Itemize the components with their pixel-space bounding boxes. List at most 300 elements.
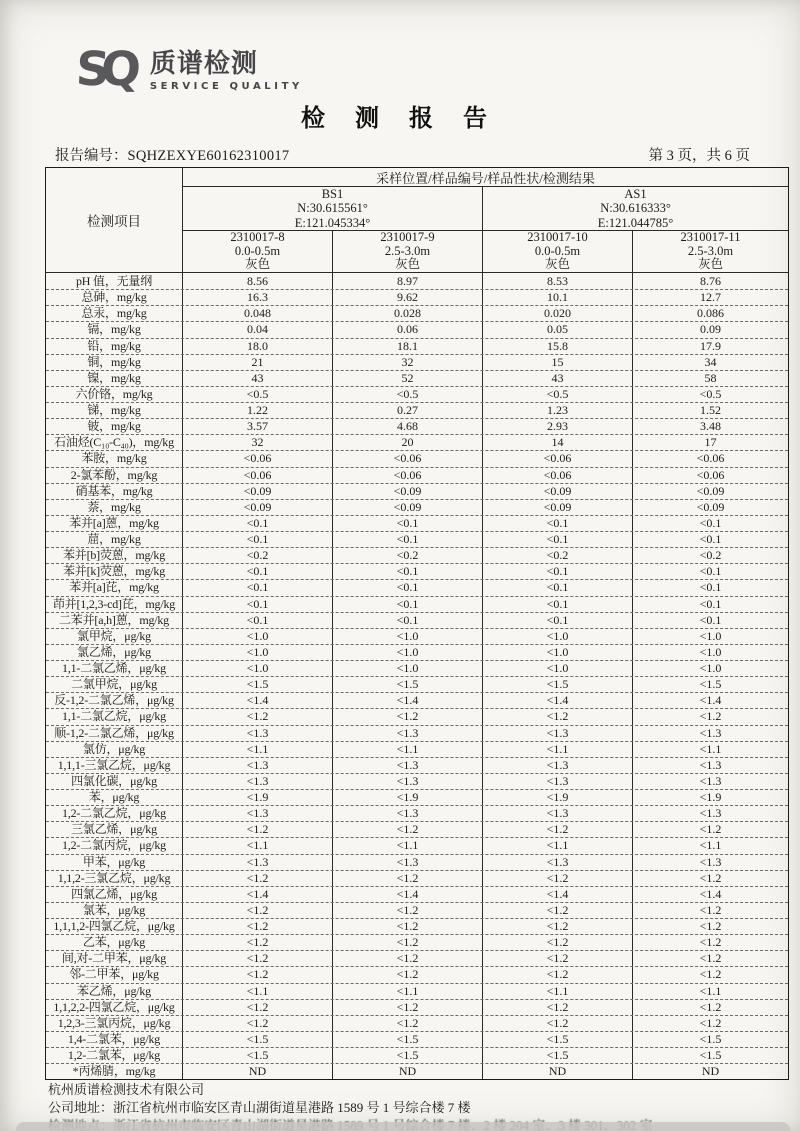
header-result-span: 采样位置/样品编号/样品性状/检测结果 (183, 168, 788, 187)
row-value: <0.1 (183, 516, 333, 531)
row-value: <1.3 (333, 806, 483, 821)
row-item: 乙苯，μg/kg (46, 935, 183, 950)
row-item: 1,1-二氯乙烷，μg/kg (46, 709, 183, 724)
table-row (46, 547, 788, 563)
sample-appearance: 灰色 (244, 257, 270, 272)
table-row (46, 467, 788, 483)
row-item: 茚并[1,2,3-cd]芘，mg/kg (46, 597, 183, 612)
row-value: 8.56 (183, 273, 333, 289)
row-value: <1.0 (483, 629, 633, 644)
footer-company: 杭州质谱检测技术有限公司 (48, 1082, 205, 1097)
table-row (46, 273, 788, 289)
row-value: <1.3 (699, 806, 722, 821)
row-value: <1.0 (699, 661, 722, 676)
row-value: 12.7 (700, 290, 721, 305)
table-header (46, 168, 788, 273)
row-item: 邻-二甲苯，μg/kg (46, 967, 183, 982)
row-value: <1.1 (333, 838, 483, 853)
row-item: 顺-1,2-二氯乙烯，μg/kg (46, 726, 183, 741)
row-item: 间,对-二甲苯，μg/kg (46, 951, 183, 966)
row-item: 氯甲烷，μg/kg (46, 629, 183, 644)
row-value: <1.3 (699, 757, 722, 772)
sample-id: 2310017-8 (230, 230, 285, 245)
location-name: AS1 (624, 186, 647, 201)
row-value: 21 (183, 355, 333, 370)
table-row (46, 515, 788, 531)
row-value: <1.2 (699, 951, 722, 966)
row-value: 32 (183, 435, 333, 450)
row-value: <1.2 (483, 709, 633, 724)
row-value: <1.0 (183, 629, 333, 644)
row-item: 苯并[a]芘，mg/kg (46, 580, 183, 595)
row-value: <1.2 (699, 902, 722, 917)
row-item: 反-1,2-二氯乙烯，μg/kg (46, 693, 183, 708)
row-value: <0.06 (333, 451, 483, 466)
row-value: <1.5 (183, 1032, 333, 1047)
table-row (46, 708, 788, 724)
row-value: <1.3 (483, 855, 633, 870)
row-value: <0.06 (483, 468, 633, 483)
row-item: 1,2-二氯苯，μg/kg (46, 1048, 183, 1063)
row-value: <0.09 (333, 484, 483, 499)
table-row (46, 886, 788, 902)
table-row (46, 773, 788, 789)
row-item: 苯并[a]蒽，mg/kg (46, 516, 183, 531)
table-row (46, 789, 788, 805)
table-row (46, 1047, 788, 1063)
row-item: 铍，mg/kg (46, 419, 183, 434)
row-value: <1.2 (699, 870, 722, 885)
row-value: <0.1 (333, 516, 483, 531)
row-value: 2.93 (483, 419, 633, 434)
row-value: 18.1 (333, 339, 483, 354)
row-value: <1.2 (483, 1000, 633, 1015)
row-value: <1.2 (183, 935, 333, 950)
page-title: 检 测 报 告 (301, 106, 499, 132)
row-value: <0.1 (183, 580, 333, 595)
row-value: 20 (333, 435, 483, 450)
table-row (46, 402, 788, 418)
table-row (46, 305, 788, 321)
row-value: <1.4 (483, 887, 633, 902)
row-value: <1.5 (333, 1048, 483, 1063)
row-value: <0.1 (483, 597, 633, 612)
row-value: 8.53 (483, 273, 633, 289)
row-value: <1.1 (699, 741, 722, 756)
row-value: 3.48 (700, 419, 721, 434)
row-value: 18.0 (183, 339, 333, 354)
row-value: <1.2 (333, 822, 483, 837)
row-value: <1.3 (483, 806, 633, 821)
row-value: <1.5 (183, 677, 333, 692)
results-table (45, 167, 789, 1080)
row-value: 17.9 (700, 338, 721, 353)
table-row (46, 1031, 788, 1047)
row-value: <0.5 (333, 387, 483, 402)
table-row (46, 821, 788, 837)
location-lon: E:121.045334° (294, 215, 371, 230)
location-lat: N:30.616333° (600, 201, 671, 216)
row-value: 52 (333, 371, 483, 386)
row-value: <1.9 (333, 790, 483, 805)
row-value: <1.4 (699, 693, 722, 708)
row-item: 1,1,2,2-四氯乙烷，μg/kg (46, 1000, 183, 1015)
row-value: <1.3 (483, 758, 633, 773)
row-value: <1.2 (699, 999, 722, 1014)
sample-appearance: 灰色 (544, 257, 570, 272)
table-row (46, 563, 788, 579)
row-item: 1,2-二氯丙烷，μg/kg (46, 838, 183, 853)
row-value: ND (333, 1064, 483, 1079)
row-value: <0.1 (333, 564, 483, 579)
row-value: <0.1 (483, 532, 633, 547)
row-item: 2-氯苯酚，mg/kg (46, 468, 183, 483)
row-value: <0.1 (699, 564, 722, 579)
row-value: <1.2 (699, 1015, 722, 1030)
row-value: <1.2 (183, 822, 333, 837)
row-value: <0.5 (483, 387, 633, 402)
table-row (46, 660, 788, 676)
row-item: 1,4-二氯苯，μg/kg (46, 1032, 183, 1047)
row-value: <1.0 (183, 645, 333, 660)
table-row (46, 741, 788, 757)
location-lon: E:121.044785° (597, 215, 674, 230)
row-value: <1.3 (333, 855, 483, 870)
row-value: 34 (704, 354, 717, 369)
report-meta-row (55, 144, 750, 165)
row-value: <1.2 (699, 967, 722, 982)
row-value: <1.2 (333, 951, 483, 966)
row-item: 苯胺，mg/kg (46, 451, 183, 466)
row-value: 0.028 (333, 306, 483, 321)
row-value: <0.09 (183, 484, 333, 499)
table-row (46, 1015, 788, 1031)
row-value: <1.0 (333, 629, 483, 644)
row-value: 43 (483, 371, 633, 386)
location-lat: N:30.615561° (297, 201, 368, 216)
row-value: <1.4 (183, 693, 333, 708)
table-row (46, 531, 788, 547)
row-value: 1.22 (183, 403, 333, 418)
header-sample-3 (483, 231, 633, 272)
table-row (46, 854, 788, 870)
row-value: <1.2 (333, 935, 483, 950)
row-value: <1.5 (699, 1031, 722, 1046)
row-value: 0.020 (483, 306, 633, 321)
row-value: 0.04 (183, 322, 333, 337)
row-value: 0.09 (700, 322, 721, 337)
row-value: <0.1 (483, 580, 633, 595)
row-value: 0.06 (333, 322, 483, 337)
sample-appearance: 灰色 (697, 257, 723, 272)
row-value: <1.0 (699, 644, 722, 659)
table-row (46, 902, 788, 918)
table-row (46, 370, 788, 386)
row-item: 1,2-二氯乙烷，μg/kg (46, 806, 183, 821)
table-row (46, 805, 788, 821)
row-value: <1.3 (183, 855, 333, 870)
row-value: <1.2 (483, 967, 633, 982)
page-indicator: 第 3 页，共 6 页 (648, 148, 750, 164)
logo-sq-monogram-icon: SQ (74, 42, 134, 97)
table-row (46, 837, 788, 853)
row-value: <1.5 (483, 677, 633, 692)
row-value: <1.2 (483, 903, 633, 918)
row-value: <1.4 (333, 887, 483, 902)
row-item: 三氯乙烯，μg/kg (46, 822, 183, 837)
row-value: 17 (704, 435, 717, 450)
row-value: <1.2 (333, 709, 483, 724)
row-value: <1.5 (183, 1048, 333, 1063)
row-item: 1,1,2-三氯乙烷，μg/kg (46, 871, 183, 886)
row-value: <1.9 (183, 790, 333, 805)
sample-appearance: 灰色 (394, 257, 420, 272)
logo-text (150, 50, 303, 92)
table-row (46, 966, 788, 982)
row-value: <1.2 (333, 903, 483, 918)
row-item: 四氯化碳，μg/kg (46, 774, 183, 789)
row-value: <0.06 (183, 468, 333, 483)
logo-tagline: SERVICE QUALITY (149, 81, 303, 92)
row-value: <1.0 (333, 661, 483, 676)
row-value: <0.09 (483, 484, 633, 499)
row-value: <0.09 (333, 500, 483, 515)
header-sample-1 (183, 231, 333, 272)
row-value: <1.1 (333, 742, 483, 757)
row-value: ND (483, 1064, 633, 1079)
row-value: <0.06 (696, 451, 725, 466)
row-value: <0.1 (483, 516, 633, 531)
sample-depth: 2.5-3.0m (687, 243, 734, 258)
logo-name-cn: 质谱检测 (149, 49, 258, 79)
header-location-as1 (483, 187, 788, 231)
sample-depth: 0.0-0.5m (234, 243, 281, 258)
row-item: 苯，μg/kg (46, 790, 183, 805)
row-value: <0.2 (483, 548, 633, 563)
table-row (46, 612, 788, 628)
row-value: 8.76 (700, 273, 721, 288)
table-row (46, 386, 788, 402)
row-value: <1.2 (183, 709, 333, 724)
table-row (46, 644, 788, 660)
row-value: 1.23 (483, 403, 633, 418)
row-value: <1.1 (483, 984, 633, 999)
row-value: <1.2 (333, 919, 483, 934)
row-value: <0.1 (699, 580, 722, 595)
row-value: <1.3 (183, 726, 333, 741)
row-value: <1.2 (183, 1016, 333, 1031)
row-item: 镍，mg/kg (46, 371, 183, 386)
table-row (46, 499, 788, 515)
row-value: <1.9 (483, 790, 633, 805)
row-value: <1.2 (183, 919, 333, 934)
row-item: 1,1,1-三氯乙烷，μg/kg (46, 758, 183, 773)
table-row (46, 434, 788, 450)
row-value: <1.2 (183, 871, 333, 886)
row-value: <1.4 (333, 693, 483, 708)
row-item: 硝基苯，mg/kg (46, 484, 183, 499)
row-item: 䓛，mg/kg (46, 532, 183, 547)
row-value: 15.8 (483, 339, 633, 354)
row-value: <0.1 (183, 532, 333, 547)
row-value: ND (183, 1064, 333, 1079)
row-value: <1.3 (483, 774, 633, 789)
row-value: <0.2 (699, 548, 722, 563)
row-value: <0.1 (183, 613, 333, 628)
row-value: <0.06 (333, 468, 483, 483)
report-number (55, 144, 289, 165)
row-item: 石油烃(C₁₀-C₄₀)，mg/kg (46, 435, 183, 450)
row-item: 四氯乙烯，μg/kg (46, 887, 183, 902)
row-value: <0.5 (699, 386, 722, 401)
row-value: <1.3 (333, 758, 483, 773)
row-value: <0.09 (696, 499, 725, 514)
row-value: <1.2 (183, 951, 333, 966)
row-value: <1.5 (333, 1032, 483, 1047)
sample-id: 2310017-10 (527, 230, 588, 245)
row-value: <1.1 (699, 983, 722, 998)
row-value: <0.06 (483, 451, 633, 466)
row-value: <1.2 (333, 1000, 483, 1015)
row-value: <1.2 (333, 967, 483, 982)
row-item: 氯乙烯，μg/kg (46, 645, 183, 660)
footer-address: 公司地址：浙江省杭州市临安区青山湖街道星港路 1589 号 1 号综合楼 7 楼 (48, 1100, 471, 1115)
row-value: <1.3 (183, 758, 333, 773)
row-item: 铅，mg/kg (46, 339, 183, 354)
row-value: <1.0 (483, 645, 633, 660)
table-row (46, 950, 788, 966)
location-name: BS1 (321, 186, 344, 201)
row-value: <0.06 (183, 451, 333, 466)
row-value: <1.3 (483, 726, 633, 741)
row-value: 32 (333, 355, 483, 370)
row-item: 总砷，mg/kg (46, 290, 183, 305)
row-value: <0.1 (483, 613, 633, 628)
row-value: 0.05 (483, 322, 633, 337)
row-value: <0.1 (699, 515, 722, 530)
company-logo (76, 44, 303, 96)
row-value: <0.09 (483, 500, 633, 515)
row-value: <1.2 (483, 951, 633, 966)
scan-edge-shadow (16, 1122, 790, 1131)
row-item: 氯仿，μg/kg (46, 742, 183, 757)
row-value: 10.1 (483, 290, 633, 305)
table-row (46, 483, 788, 499)
table-row (46, 596, 788, 612)
row-item: 1,1,1,2-四氯乙烷，μg/kg (46, 919, 183, 934)
row-value: <0.1 (183, 597, 333, 612)
row-value: <1.9 (699, 790, 722, 805)
row-value: <1.3 (183, 806, 333, 821)
row-value: <0.06 (696, 467, 725, 482)
row-item: 铜，mg/kg (46, 355, 183, 370)
row-value: 3.57 (183, 419, 333, 434)
row-value: <0.09 (183, 500, 333, 515)
row-value: <1.5 (333, 677, 483, 692)
row-value: 1.52 (700, 403, 721, 418)
row-value: 0.048 (183, 306, 333, 321)
row-value: <1.5 (699, 677, 722, 692)
row-item: 苯并[b]荧蒽，mg/kg (46, 548, 183, 563)
row-value: <0.1 (183, 564, 333, 579)
row-item: 甲苯，μg/kg (46, 855, 183, 870)
sample-id: 2310017-9 (380, 230, 435, 245)
row-value: <1.2 (333, 1016, 483, 1031)
row-value: <1.4 (699, 886, 722, 901)
row-item: 总汞，mg/kg (46, 306, 183, 321)
row-value: <0.1 (699, 532, 722, 547)
header-location-bs1 (183, 187, 483, 231)
table-row (46, 983, 788, 999)
row-value: <1.1 (483, 838, 633, 853)
row-value: <0.2 (183, 548, 333, 563)
row-value: 8.97 (333, 273, 483, 289)
row-item: 1,2,3-三氯丙烷，μg/kg (46, 1016, 183, 1031)
row-value: <1.3 (699, 854, 722, 869)
row-item: 萘，mg/kg (46, 500, 183, 515)
row-value: 15 (483, 355, 633, 370)
row-value: <1.2 (483, 919, 633, 934)
row-value: <0.2 (333, 548, 483, 563)
row-value: <1.1 (699, 838, 722, 853)
row-item: 锑，mg/kg (46, 403, 183, 418)
row-value: <1.1 (483, 742, 633, 757)
row-value: <1.2 (333, 871, 483, 886)
row-value: <1.5 (483, 1048, 633, 1063)
row-value: <1.1 (333, 984, 483, 999)
table-row (46, 338, 788, 354)
row-value: <1.0 (333, 645, 483, 660)
row-value: 16.3 (183, 290, 333, 305)
report-number-value: SQHZEXYE60162310017 (127, 148, 290, 164)
row-value: <1.2 (183, 1000, 333, 1015)
row-value: <0.1 (333, 532, 483, 547)
row-item: 氯苯，μg/kg (46, 903, 183, 918)
row-value: <1.2 (699, 935, 722, 950)
table-body (46, 273, 788, 1079)
row-item: 1,1-二氯乙烯，μg/kg (46, 661, 183, 676)
row-value: <1.3 (699, 773, 722, 788)
row-value: <1.1 (183, 984, 333, 999)
row-value: <0.1 (483, 564, 633, 579)
row-value: <1.2 (699, 709, 722, 724)
row-value: <1.1 (183, 838, 333, 853)
row-item: 六价铬，mg/kg (46, 387, 183, 402)
row-value: <0.09 (696, 483, 725, 498)
row-value: <0.1 (699, 612, 722, 627)
row-value: <0.5 (183, 387, 333, 402)
table-row (46, 418, 788, 434)
row-item: pH 值，无量纲 (46, 273, 183, 289)
row-value: <0.1 (333, 597, 483, 612)
table-row (46, 676, 788, 692)
row-value: <1.5 (483, 1032, 633, 1047)
row-value: 0.27 (333, 403, 483, 418)
row-value: 4.68 (333, 419, 483, 434)
row-value: <1.3 (333, 726, 483, 741)
table-row (46, 870, 788, 886)
sample-id: 2310017-11 (680, 230, 741, 245)
row-value: <1.2 (183, 967, 333, 982)
table-row (46, 934, 788, 950)
table-row (46, 628, 788, 644)
row-value: <1.2 (699, 822, 722, 837)
row-value: <1.0 (699, 628, 722, 643)
row-value: <1.4 (183, 887, 333, 902)
row-value: <1.2 (183, 903, 333, 918)
row-value: <1.2 (483, 822, 633, 837)
row-value: <1.2 (699, 919, 722, 934)
